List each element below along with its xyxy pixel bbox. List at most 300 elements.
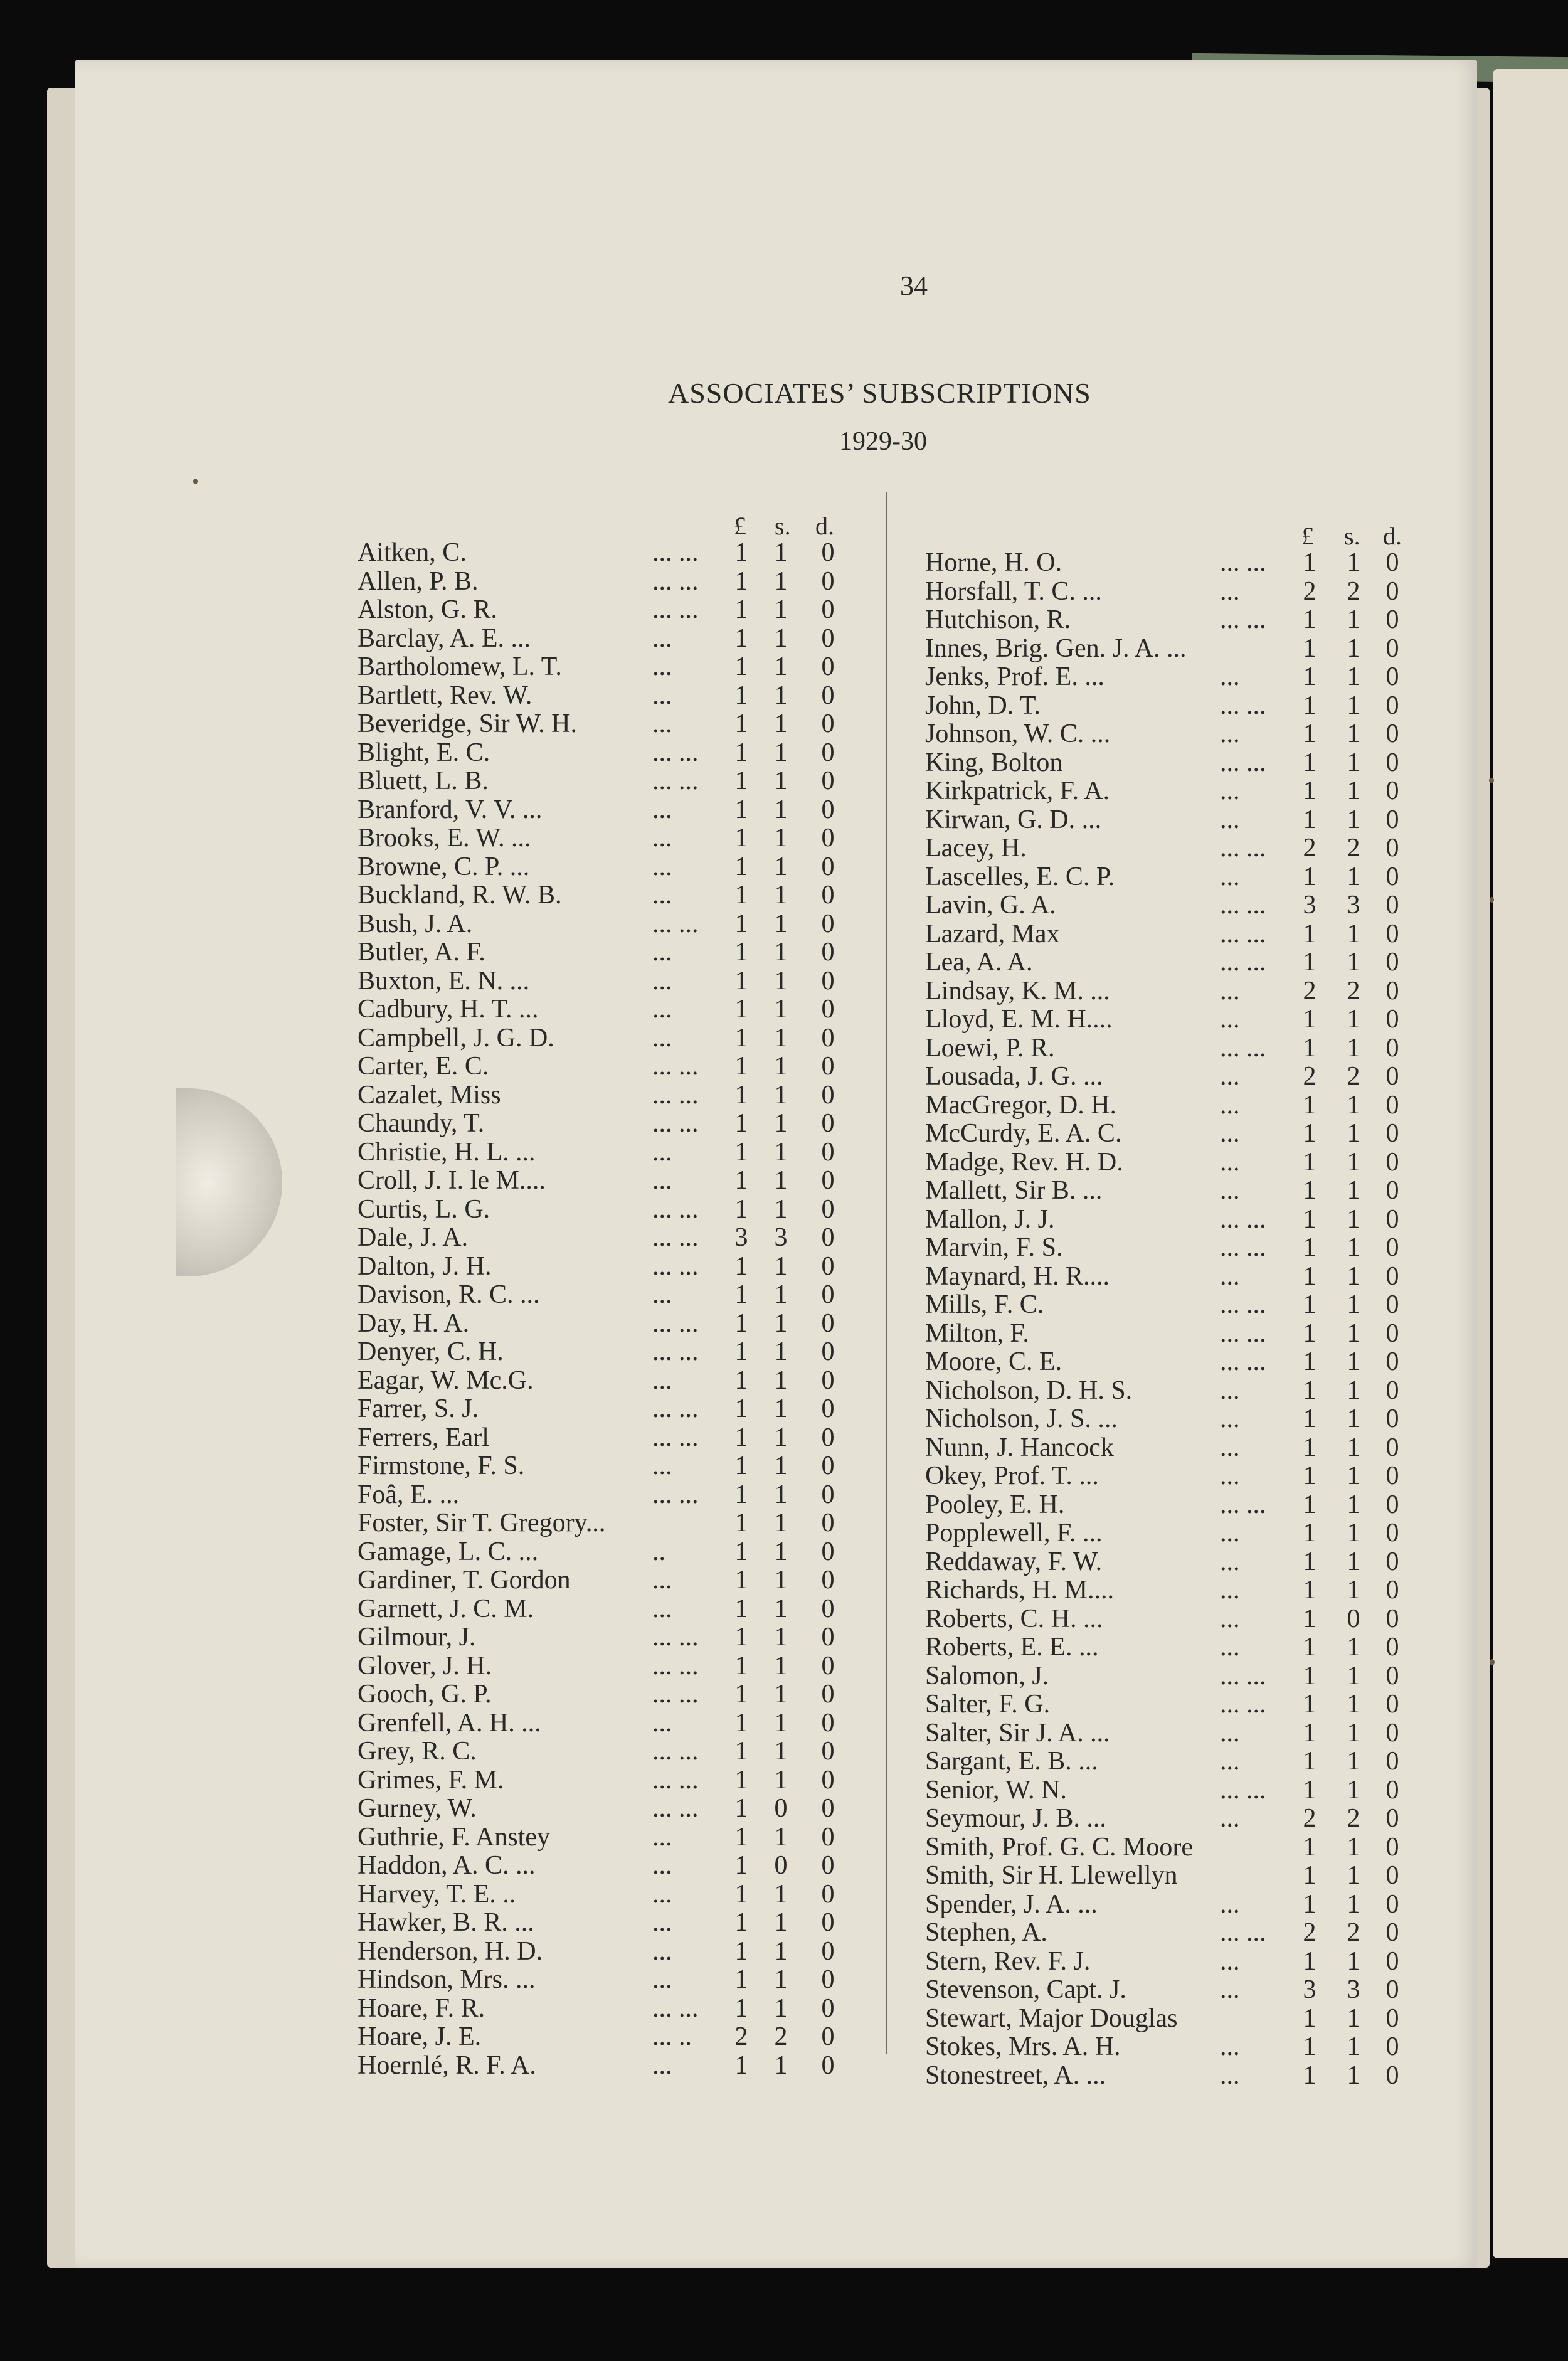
subscriber-name: Glover, J. H.: [358, 1651, 492, 1680]
pounds-amount: 1: [1303, 1147, 1316, 1177]
leader-dots: ...: [652, 1166, 672, 1195]
pounds-amount: 3: [1303, 1975, 1316, 2004]
pence-amount: 0: [821, 1908, 835, 1937]
leader-dots: ... ...: [652, 538, 699, 567]
pence-amount: 0: [821, 1166, 835, 1195]
pounds-amount: 1: [1303, 1861, 1316, 1890]
subscriber-name: Stevenson, Capt. J.: [925, 1975, 1126, 2004]
pence-amount: 0: [821, 1537, 835, 1566]
subscriber-name: Firmstone, F. S.: [358, 1451, 525, 1480]
subscriber-name: Milton, F.: [925, 1318, 1029, 1348]
shillings-amount: 1: [774, 1879, 788, 1909]
subscriber-name: Gardiner, T. Gordon: [358, 1566, 571, 1594]
leader-dots: ... ...: [1220, 1318, 1266, 1348]
pounds-amount: 1: [734, 1194, 748, 1224]
shillings-amount: 1: [774, 881, 788, 910]
leader-dots: ...: [1220, 1576, 1240, 1605]
shillings-amount: 1: [774, 1594, 788, 1623]
pounds-amount: 1: [734, 1052, 748, 1081]
pounds-amount: 2: [734, 2022, 748, 2051]
pence-amount: 0: [1385, 1376, 1399, 1405]
shillings-amount: 1: [774, 1109, 788, 1138]
subscriber-name: Lousada, J. G. ...: [925, 1062, 1103, 1091]
column-divider: [886, 492, 887, 2054]
leader-dots: ... ...: [652, 909, 699, 938]
leader-dots: ... ...: [652, 566, 699, 596]
subscriber-name: Smith, Prof. G. C. Moore: [925, 1832, 1194, 1862]
shillings-amount: 1: [774, 1708, 788, 1738]
shillings-amount: 1: [774, 938, 788, 967]
shillings-amount: 1: [774, 1822, 788, 1852]
shillings-amount: 1: [1347, 1519, 1360, 1547]
leader-dots: ...: [1220, 862, 1240, 891]
leader-dots: ... ...: [1220, 548, 1266, 577]
pence-amount: 0: [1385, 1204, 1399, 1234]
shillings-amount: 1: [774, 995, 788, 1024]
leader-dots: ... ...: [1220, 605, 1266, 634]
ink-speck: [1490, 1659, 1495, 1665]
pence-amount: 0: [821, 1879, 835, 1909]
shillings-amount: 0: [774, 1794, 788, 1823]
leader-dots: ..: [652, 1537, 665, 1566]
pounds-amount: 1: [734, 1423, 748, 1452]
leader-dots: ... ...: [652, 1337, 699, 1366]
leader-dots: ...: [1220, 1147, 1240, 1177]
pence-amount: 0: [821, 1623, 835, 1652]
subscriber-name: Buxton, E. N. ...: [358, 966, 530, 995]
leader-dots: ... ...: [652, 1680, 699, 1709]
shillings-amount: 1: [1347, 1690, 1360, 1719]
leader-dots: ... ...: [652, 1480, 699, 1509]
subscriber-name: Lavin, G. A.: [925, 891, 1056, 920]
shillings-amount: 1: [1347, 1547, 1360, 1576]
pence-amount: 0: [1385, 1832, 1399, 1862]
pence-amount: 0: [821, 738, 835, 767]
subscriber-name: Ferrers, Earl: [358, 1423, 489, 1452]
shillings-amount: 1: [1347, 719, 1360, 748]
subscriber-name: Aitken, C.: [358, 538, 467, 567]
shillings-amount: 3: [1347, 1975, 1360, 2004]
shillings-amount: 1: [774, 1509, 788, 1537]
pence-amount: 0: [821, 1308, 835, 1338]
leader-dots: ... ...: [652, 767, 699, 795]
leader-dots: ... ...: [652, 1109, 699, 1138]
shillings-amount: 1: [1347, 1747, 1360, 1776]
pounds-amount: 2: [1303, 976, 1316, 1005]
pounds-amount: 1: [734, 652, 748, 681]
pence-amount: 0: [1385, 1775, 1399, 1805]
leader-dots: ...: [1220, 576, 1240, 606]
pounds-amount: 1: [734, 623, 748, 653]
leader-dots: ...: [652, 852, 672, 881]
pounds-amount: 1: [734, 1109, 748, 1138]
pence-amount: 0: [1385, 805, 1399, 834]
pence-amount: 0: [1385, 948, 1399, 977]
leader-dots: ... ...: [1220, 748, 1266, 777]
header-pence: d.: [815, 512, 834, 540]
pounds-amount: 1: [1303, 1119, 1316, 1148]
leader-dots: ...: [1220, 1462, 1240, 1490]
pounds-amount: 1: [734, 1879, 748, 1909]
shillings-amount: 0: [774, 1851, 788, 1880]
subscriber-name: Buckland, R. W. B.: [358, 881, 562, 910]
shillings-amount: 1: [1347, 1889, 1360, 1919]
pence-amount: 0: [1385, 1861, 1399, 1890]
subscriber-name: Blight, E. C.: [358, 738, 490, 767]
leader-dots: ... ...: [652, 1623, 699, 1652]
shillings-amount: 1: [774, 1423, 788, 1452]
pounds-amount: 1: [734, 1822, 748, 1852]
leader-dots: ...: [652, 795, 672, 824]
subscriber-name: Gooch, G. P.: [358, 1680, 492, 1709]
leader-dots: ...: [652, 652, 672, 681]
pence-amount: 0: [1385, 2032, 1399, 2061]
pence-amount: 0: [821, 1080, 835, 1110]
subscriber-name: Henderson, H. D.: [358, 1936, 543, 1966]
shillings-amount: 1: [1347, 1861, 1360, 1890]
leader-dots: ... ...: [1220, 948, 1266, 977]
leader-dots: ... ...: [1220, 919, 1266, 948]
pence-amount: 0: [821, 1737, 835, 1766]
pounds-amount: 1: [1303, 1747, 1316, 1776]
shillings-amount: 1: [774, 1965, 788, 1994]
pence-amount: 0: [821, 1765, 835, 1795]
subscriber-name: Hawker, B. R. ...: [358, 1908, 534, 1937]
pounds-amount: 1: [734, 1794, 748, 1823]
shillings-amount: 1: [1347, 1462, 1360, 1490]
pence-amount: 0: [1385, 548, 1399, 577]
pence-amount: 0: [821, 1566, 835, 1594]
shillings-amount: 1: [774, 852, 788, 881]
leader-dots: ... ...: [652, 1251, 699, 1281]
subscriber-name: Denyer, C. H.: [358, 1337, 504, 1366]
pounds-amount: 1: [1303, 1490, 1316, 1519]
leader-dots: ...: [652, 623, 672, 653]
subscriber-name: Sargant, E. B. ...: [925, 1747, 1098, 1776]
pence-amount: 0: [821, 566, 835, 596]
pence-amount: 0: [1385, 1690, 1399, 1719]
pounds-amount: 1: [1303, 805, 1316, 834]
subscriber-name: Butler, A. F.: [358, 938, 485, 967]
ink-speck: [1489, 778, 1494, 783]
leader-dots: ... ...: [652, 1765, 699, 1795]
pence-amount: 0: [821, 681, 835, 710]
shillings-amount: 1: [1347, 1290, 1360, 1319]
subscriber-name: Spender, J. A. ...: [925, 1889, 1098, 1919]
shillings-amount: 1: [774, 1166, 788, 1195]
subscriber-name: Lazard, Max: [925, 919, 1060, 948]
leader-dots: ...: [652, 1965, 672, 1994]
shillings-amount: 1: [774, 681, 788, 710]
leader-dots: ... ...: [1220, 1033, 1266, 1063]
pounds-amount: 1: [734, 1594, 748, 1623]
pence-amount: 0: [821, 1480, 835, 1509]
shillings-amount: 1: [774, 909, 788, 938]
subscriber-name: Brooks, E. W. ...: [358, 824, 531, 852]
pounds-amount: 1: [734, 1765, 748, 1795]
pence-amount: 0: [1385, 1975, 1399, 2004]
pence-amount: 0: [821, 1794, 835, 1823]
leader-dots: ...: [652, 966, 672, 995]
thumb-index-hole: [176, 1088, 282, 1276]
facing-page-edge: [1493, 69, 1568, 2258]
subscriber-name: Innes, Brig. Gen. J. A. ...: [925, 634, 1187, 663]
leader-dots: ...: [1220, 2032, 1240, 2061]
leader-dots: ... ...: [652, 1308, 699, 1338]
pounds-amount: 1: [1303, 1604, 1316, 1633]
pence-amount: 0: [821, 595, 835, 624]
page-title: ASSOCIATES’ SUBSCRIPTIONS: [668, 377, 1091, 409]
subscriber-name: Horsfall, T. C. ...: [925, 576, 1102, 606]
pounds-amount: 1: [1303, 1718, 1316, 1748]
shillings-amount: 1: [774, 1023, 788, 1053]
pounds-amount: 1: [734, 1337, 748, 1366]
subscriber-name: Hindson, Mrs. ...: [358, 1965, 536, 1994]
shillings-amount: 2: [1347, 1062, 1360, 1091]
pence-amount: 0: [821, 909, 835, 938]
pence-amount: 0: [821, 1965, 835, 1994]
subscriber-name: Bush, J. A.: [358, 909, 473, 938]
leader-dots: ... ...: [652, 1794, 699, 1823]
shillings-amount: 1: [774, 767, 788, 795]
pounds-amount: 1: [734, 881, 748, 910]
pounds-amount: 1: [1303, 691, 1316, 720]
pounds-amount: 1: [1303, 1176, 1316, 1205]
leader-dots: ...: [1220, 1804, 1240, 1833]
pounds-amount: 1: [1303, 1404, 1316, 1433]
subscriber-name: Mallon, J. J.: [925, 1204, 1055, 1234]
shillings-amount: 1: [1347, 605, 1360, 634]
pounds-amount: 1: [734, 2051, 748, 2080]
pounds-amount: 1: [1303, 1775, 1316, 1805]
subscriber-name: Maynard, H. R....: [925, 1261, 1110, 1291]
pounds-amount: 1: [1303, 1633, 1316, 1662]
subscriber-name: Guthrie, F. Anstey: [358, 1822, 550, 1852]
pounds-amount: 1: [1303, 1690, 1316, 1719]
shillings-amount: 1: [1347, 1376, 1360, 1405]
leader-dots: ... ...: [1220, 834, 1266, 862]
pence-amount: 0: [821, 1394, 835, 1423]
leader-dots: ...: [652, 1366, 672, 1395]
subscriber-name: Cadbury, H. T. ...: [358, 995, 539, 1024]
pence-amount: 0: [821, 1451, 835, 1480]
subscriber-name: Salter, F. G.: [925, 1690, 1051, 1719]
subscriber-name: Dale, J. A.: [358, 1223, 469, 1252]
pounds-amount: 1: [734, 1308, 748, 1338]
leader-dots: ... ...: [1220, 1347, 1266, 1376]
shillings-amount: 1: [774, 1337, 788, 1366]
subscriber-name: Salter, Sir J. A. ...: [925, 1718, 1110, 1748]
leader-dots: ... ...: [652, 1737, 699, 1766]
pounds-amount: 1: [734, 1509, 748, 1537]
page-number: 34: [900, 270, 928, 301]
pence-amount: 0: [1385, 2061, 1399, 2090]
subscriber-name: Loewi, P. R.: [925, 1033, 1055, 1063]
subscriber-name: Hoare, J. E.: [358, 2022, 482, 2051]
pence-amount: 0: [1385, 1433, 1399, 1462]
shillings-amount: 1: [774, 1251, 788, 1281]
pence-amount: 0: [821, 1708, 835, 1738]
leader-dots: ... ...: [652, 1080, 699, 1110]
pounds-amount: 1: [1303, 1261, 1316, 1291]
pounds-amount: 1: [1303, 948, 1316, 977]
subscriber-name: Stewart, Major Douglas: [925, 2003, 1178, 2033]
shillings-amount: 2: [1347, 576, 1360, 606]
pounds-amount: 1: [1303, 1462, 1316, 1490]
subscriber-name: Croll, J. I. le M....: [358, 1166, 546, 1195]
pounds-amount: 1: [734, 795, 748, 824]
shillings-amount: 1: [774, 595, 788, 624]
pence-amount: 0: [1385, 777, 1399, 805]
pounds-amount: 1: [1303, 1347, 1316, 1376]
leader-dots: ... ...: [1220, 891, 1266, 920]
pence-amount: 0: [821, 2022, 835, 2051]
pence-amount: 0: [1385, 719, 1399, 748]
shillings-amount: 1: [774, 1451, 788, 1480]
shillings-amount: 1: [1347, 1633, 1360, 1662]
subscriber-name: Grey, R. C.: [358, 1737, 477, 1766]
pence-amount: 0: [1385, 1033, 1399, 1063]
pence-amount: 0: [821, 652, 835, 681]
pounds-amount: 1: [1303, 1519, 1316, 1547]
subscriber-name: Stokes, Mrs. A. H.: [925, 2032, 1121, 2061]
subscriber-name: Pooley, E. H.: [925, 1490, 1065, 1519]
leader-dots: ... ...: [1220, 1661, 1266, 1690]
header-shillings: s.: [775, 512, 791, 540]
shillings-amount: 1: [1347, 1946, 1360, 1976]
shillings-amount: 1: [1347, 948, 1360, 977]
pence-amount: 0: [821, 1594, 835, 1623]
pounds-amount: 1: [734, 1623, 748, 1652]
pence-amount: 0: [821, 538, 835, 567]
pounds-amount: 1: [1303, 2003, 1316, 2033]
leader-dots: ...: [1220, 1718, 1240, 1748]
pence-amount: 0: [1385, 1490, 1399, 1519]
subscriber-name: Smith, Sir H. Llewellyn: [925, 1861, 1178, 1890]
pounds-amount: 1: [734, 1251, 748, 1281]
pence-amount: 0: [821, 1509, 835, 1537]
subscriber-name: Foâ, E. ...: [358, 1480, 460, 1509]
pounds-amount: 1: [734, 1936, 748, 1966]
pence-amount: 0: [1385, 976, 1399, 1005]
pence-amount: 0: [821, 881, 835, 910]
pounds-amount: 1: [734, 1451, 748, 1480]
subscriber-name: Johnson, W. C. ...: [925, 719, 1111, 748]
leader-dots: ...: [1220, 777, 1240, 805]
leader-dots: ...: [652, 709, 672, 738]
shillings-amount: 3: [774, 1223, 788, 1252]
shillings-amount: 1: [1347, 1233, 1360, 1262]
pence-amount: 0: [1385, 748, 1399, 777]
pounds-amount: 1: [1303, 1290, 1316, 1319]
shillings-amount: 1: [774, 966, 788, 995]
subscriber-name: Haddon, A. C. ...: [358, 1851, 536, 1880]
leader-dots: ...: [652, 1566, 672, 1594]
shillings-amount: 1: [1347, 1347, 1360, 1376]
leader-dots: ...: [1220, 976, 1240, 1005]
subscriber-name: Gilmour, J.: [358, 1623, 476, 1652]
pence-amount: 0: [1385, 1804, 1399, 1833]
pounds-amount: 1: [734, 1851, 748, 1880]
subscriber-name: Nicholson, D. H. S.: [925, 1376, 1133, 1405]
pounds-amount: 1: [734, 824, 748, 852]
subscriber-name: Roberts, C. H. ...: [925, 1604, 1103, 1633]
shillings-amount: 1: [1347, 1318, 1360, 1348]
pounds-amount: 2: [1303, 1918, 1316, 1947]
header-pounds: £: [734, 512, 746, 540]
shillings-amount: 1: [1347, 1404, 1360, 1433]
shillings-amount: 1: [1347, 805, 1360, 834]
subscriber-name: Kirkpatrick, F. A.: [925, 777, 1110, 805]
header-pence: d.: [1383, 522, 1402, 550]
pounds-amount: 1: [1303, 1946, 1316, 1976]
subscriber-name: Eagar, W. Mc.G.: [358, 1366, 534, 1395]
pounds-amount: 2: [1303, 834, 1316, 862]
pence-amount: 0: [821, 1280, 835, 1309]
pence-amount: 0: [1385, 1005, 1399, 1034]
pence-amount: 0: [821, 1680, 835, 1709]
shillings-amount: 1: [1347, 862, 1360, 891]
leader-dots: ... ...: [1220, 1233, 1266, 1262]
pounds-amount: 3: [1303, 891, 1316, 920]
pounds-amount: 1: [1303, 1090, 1316, 1120]
shillings-amount: 2: [1347, 834, 1360, 862]
shillings-amount: 2: [774, 2022, 788, 2051]
shillings-amount: 1: [774, 1908, 788, 1937]
pounds-amount: 1: [734, 1965, 748, 1994]
subscriber-name: Grenfell, A. H. ...: [358, 1708, 541, 1738]
subscriber-name: Dalton, J. H.: [358, 1251, 492, 1281]
subscriber-name: Moore, C. E.: [925, 1347, 1062, 1376]
shillings-amount: 2: [1347, 1804, 1360, 1833]
leader-dots: ... ...: [652, 1194, 699, 1224]
shillings-amount: 1: [774, 1280, 788, 1309]
pounds-amount: 1: [734, 938, 748, 967]
subscriber-name: Reddaway, F. W.: [925, 1547, 1103, 1576]
pounds-amount: 1: [734, 1908, 748, 1937]
leader-dots: ...: [1220, 719, 1240, 748]
subscriber-name: Horne, H. O.: [925, 548, 1062, 577]
pounds-amount: 1: [734, 1993, 748, 2023]
pence-amount: 0: [1385, 1147, 1399, 1177]
pounds-amount: 1: [734, 566, 748, 596]
leader-dots: ... ...: [652, 1993, 699, 2023]
shillings-amount: 1: [1347, 691, 1360, 720]
subscriber-name: Kirwan, G. D. ...: [925, 805, 1102, 834]
subscriber-name: Davison, R. C. ...: [358, 1280, 540, 1309]
shillings-amount: 1: [774, 709, 788, 738]
pounds-amount: 1: [1303, 1832, 1316, 1862]
leader-dots: ...: [1220, 1946, 1240, 1976]
shillings-amount: 1: [774, 1366, 788, 1395]
leader-dots: ...: [652, 1137, 672, 1167]
pounds-amount: 1: [1303, 1433, 1316, 1462]
leader-dots: ... ...: [1220, 1290, 1266, 1319]
shillings-amount: 0: [1347, 1604, 1360, 1633]
subscriber-name: Lindsay, K. M. ...: [925, 976, 1110, 1005]
leader-dots: ... ..: [652, 2022, 692, 2051]
subscriber-name: Browne, C. P. ...: [358, 852, 530, 881]
shillings-amount: 1: [1347, 1261, 1360, 1291]
pounds-amount: 1: [1303, 1547, 1316, 1576]
pounds-amount: 1: [734, 709, 748, 738]
shillings-amount: 1: [1347, 1005, 1360, 1034]
pounds-amount: 1: [1303, 777, 1316, 805]
pence-amount: 0: [821, 1822, 835, 1852]
leader-dots: ...: [1220, 1261, 1240, 1291]
pounds-amount: 1: [1303, 719, 1316, 748]
shillings-amount: 1: [774, 1480, 788, 1509]
